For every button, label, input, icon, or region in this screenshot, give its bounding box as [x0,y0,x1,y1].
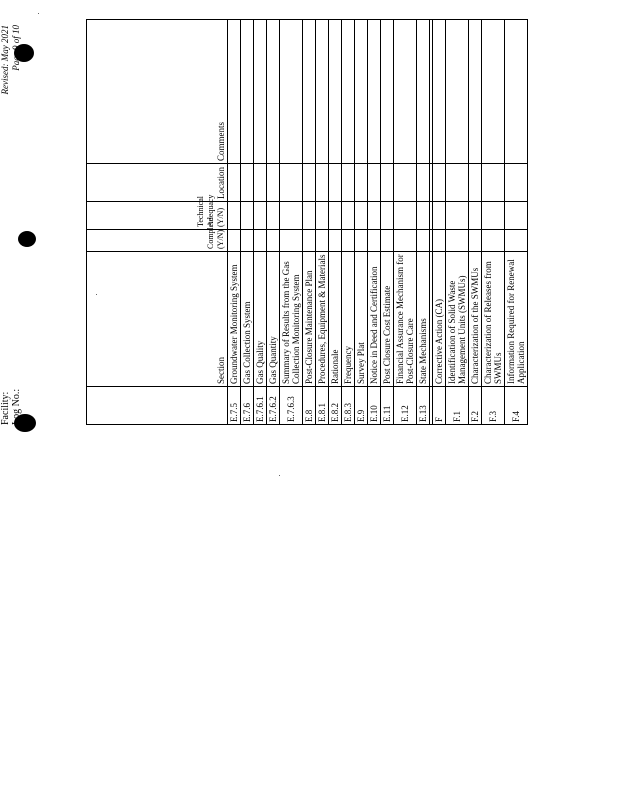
row-complete-cell [280,230,303,252]
row-location-cell [316,164,329,202]
row-complete-cell [368,230,381,252]
table-row [316,20,329,425]
row-technical-adequacy-cell [446,202,469,230]
row-technical-adequacy-cell [280,202,303,230]
row-complete-cell [355,230,368,252]
row-number: E.8.1 [316,387,329,425]
log-no-label: Log No.: [11,388,22,425]
row-section: Financial Assurance Mechanism for Post-Closure Care [394,252,417,387]
row-section: Information Required for Renewal Application [505,252,528,387]
row-comments-cell [469,20,482,164]
row-complete-cell [469,230,482,252]
row-section: Rationale [329,252,342,387]
row-number: F.3 [482,387,505,425]
row-complete-cell [342,230,355,252]
row-technical-adequacy-cell [267,202,280,230]
table-row [342,20,355,425]
row-complete-cell [228,230,241,252]
row-comments-cell [381,20,394,164]
row-location-cell [329,164,342,202]
row-complete-cell [482,230,505,252]
col-header-comments: Comments [87,20,228,164]
row-complete-cell [381,230,394,252]
row-location-cell [417,164,430,202]
row-section: Summary of Results from the Gas Collection Monitoring System [280,252,303,387]
row-number: E.7.6 [241,387,254,425]
table-row [469,20,482,425]
row-complete-cell [254,230,267,252]
row-location-cell [254,164,267,202]
row-number: F [433,387,446,425]
row-complete-cell [505,230,528,252]
table-row [329,20,342,425]
row-number: E.11 [381,387,394,425]
table-body [228,20,528,425]
row-technical-adequacy-cell [303,202,316,230]
table-row [446,20,469,425]
scan-speck [38,13,39,14]
page-number: Page 9 of 10 [11,25,21,71]
col-header-section: Section [87,252,228,387]
table-row [482,20,505,425]
row-number: E.7.6.3 [280,387,303,425]
row-technical-adequacy-cell [368,202,381,230]
row-location-cell [482,164,505,202]
row-technical-adequacy-cell [417,202,430,230]
row-complete-cell [267,230,280,252]
row-section: Corrective Action (CA) [433,252,446,387]
row-number: E.8 [303,387,316,425]
row-technical-adequacy-cell [342,202,355,230]
row-comments-cell [267,20,280,164]
row-comments-cell [446,20,469,164]
row-section: Identification of Solid Waste Management Units (SWMUs) [446,252,469,387]
facility-label: Facility: [0,391,11,425]
table-row [280,20,303,425]
row-number: E.7.6.2 [267,387,280,425]
row-section: Gas Collection System [241,252,254,387]
header-left [0,365,22,425]
row-number: F.1 [446,387,469,425]
row-section: Post Closure Cost Estimate [381,252,394,387]
row-comments-cell [368,20,381,164]
row-technical-adequacy-cell [394,202,417,230]
row-section: Frequency [342,252,355,387]
row-complete-cell [417,230,430,252]
row-number: E.10 [368,387,381,425]
table-row [228,20,241,425]
row-location-cell [228,164,241,202]
col-header-number [87,387,228,425]
row-location-cell [394,164,417,202]
row-complete-cell [316,230,329,252]
col-header-technical-adequacy: Technical Adequacy (Y/N) [87,202,228,230]
row-number: E.7.5 [228,387,241,425]
row-comments-cell [241,20,254,164]
row-technical-adequacy-cell [329,202,342,230]
table-row [355,20,368,425]
row-technical-adequacy-cell [433,202,446,230]
table-header-row [87,20,228,425]
revised-date: Revised: May 2021 [0,25,10,95]
row-location-cell [267,164,280,202]
row-number: E.7.6.1 [254,387,267,425]
header-right [0,25,22,115]
row-comments-cell [417,20,430,164]
table-row [267,20,280,425]
row-comments-cell [342,20,355,164]
row-location-cell [342,164,355,202]
checklist-table [86,19,528,425]
row-location-cell [433,164,446,202]
row-number: F.4 [505,387,528,425]
row-location-cell [241,164,254,202]
row-section: Notice in Deed and Certification [368,252,381,387]
row-comments-cell [228,20,241,164]
row-number: F.2 [469,387,482,425]
row-location-cell [303,164,316,202]
row-comments-cell [394,20,417,164]
row-section: Post-Closure Maintenance Plan [303,252,316,387]
row-comments-cell [482,20,505,164]
table-row [394,20,417,425]
row-comments-cell [505,20,528,164]
row-location-cell [446,164,469,202]
col-header-complete: Complete (Y/N) [87,230,228,252]
row-location-cell [505,164,528,202]
col-header-location: Location [87,164,228,202]
table-row [368,20,381,425]
row-section: Survey Plat [355,252,368,387]
table-row [303,20,316,425]
table-row [505,20,528,425]
row-section: Gas Quality [254,252,267,387]
row-technical-adequacy-cell [316,202,329,230]
row-technical-adequacy-cell [241,202,254,230]
row-comments-cell [316,20,329,164]
row-number: E.13 [417,387,430,425]
scan-speck [279,475,280,476]
row-technical-adequacy-cell [469,202,482,230]
row-complete-cell [446,230,469,252]
row-comments-cell [433,20,446,164]
row-technical-adequacy-cell [254,202,267,230]
row-location-cell [355,164,368,202]
table-row [241,20,254,425]
row-comments-cell [280,20,303,164]
row-location-cell [368,164,381,202]
row-comments-cell [254,20,267,164]
row-section: Procedures, Equipment & Materials [316,252,329,387]
row-comments-cell [355,20,368,164]
row-section: Characterization of the SWMUs [469,252,482,387]
row-location-cell [280,164,303,202]
table-row [417,20,430,425]
row-technical-adequacy-cell [228,202,241,230]
row-number: E.8.3 [342,387,355,425]
row-comments-cell [303,20,316,164]
row-number: E.9 [355,387,368,425]
table-row [381,20,394,425]
table-row [433,20,446,425]
row-complete-cell [394,230,417,252]
row-complete-cell [329,230,342,252]
row-location-cell [381,164,394,202]
table-row [254,20,267,425]
row-section: Groundwater Monitoring System [228,252,241,387]
row-technical-adequacy-cell [482,202,505,230]
rotated-page [0,20,540,425]
row-number: E.12 [394,387,417,425]
row-number: E.8.2 [329,387,342,425]
row-technical-adequacy-cell [355,202,368,230]
row-section: State Mechanisms [417,252,430,387]
row-technical-adequacy-cell [381,202,394,230]
row-comments-cell [329,20,342,164]
row-complete-cell [303,230,316,252]
row-complete-cell [433,230,446,252]
row-section: Gas Quantity [267,252,280,387]
row-section: Characterization of Releases from SWMUs [482,252,505,387]
row-complete-cell [241,230,254,252]
row-location-cell [469,164,482,202]
row-technical-adequacy-cell [505,202,528,230]
